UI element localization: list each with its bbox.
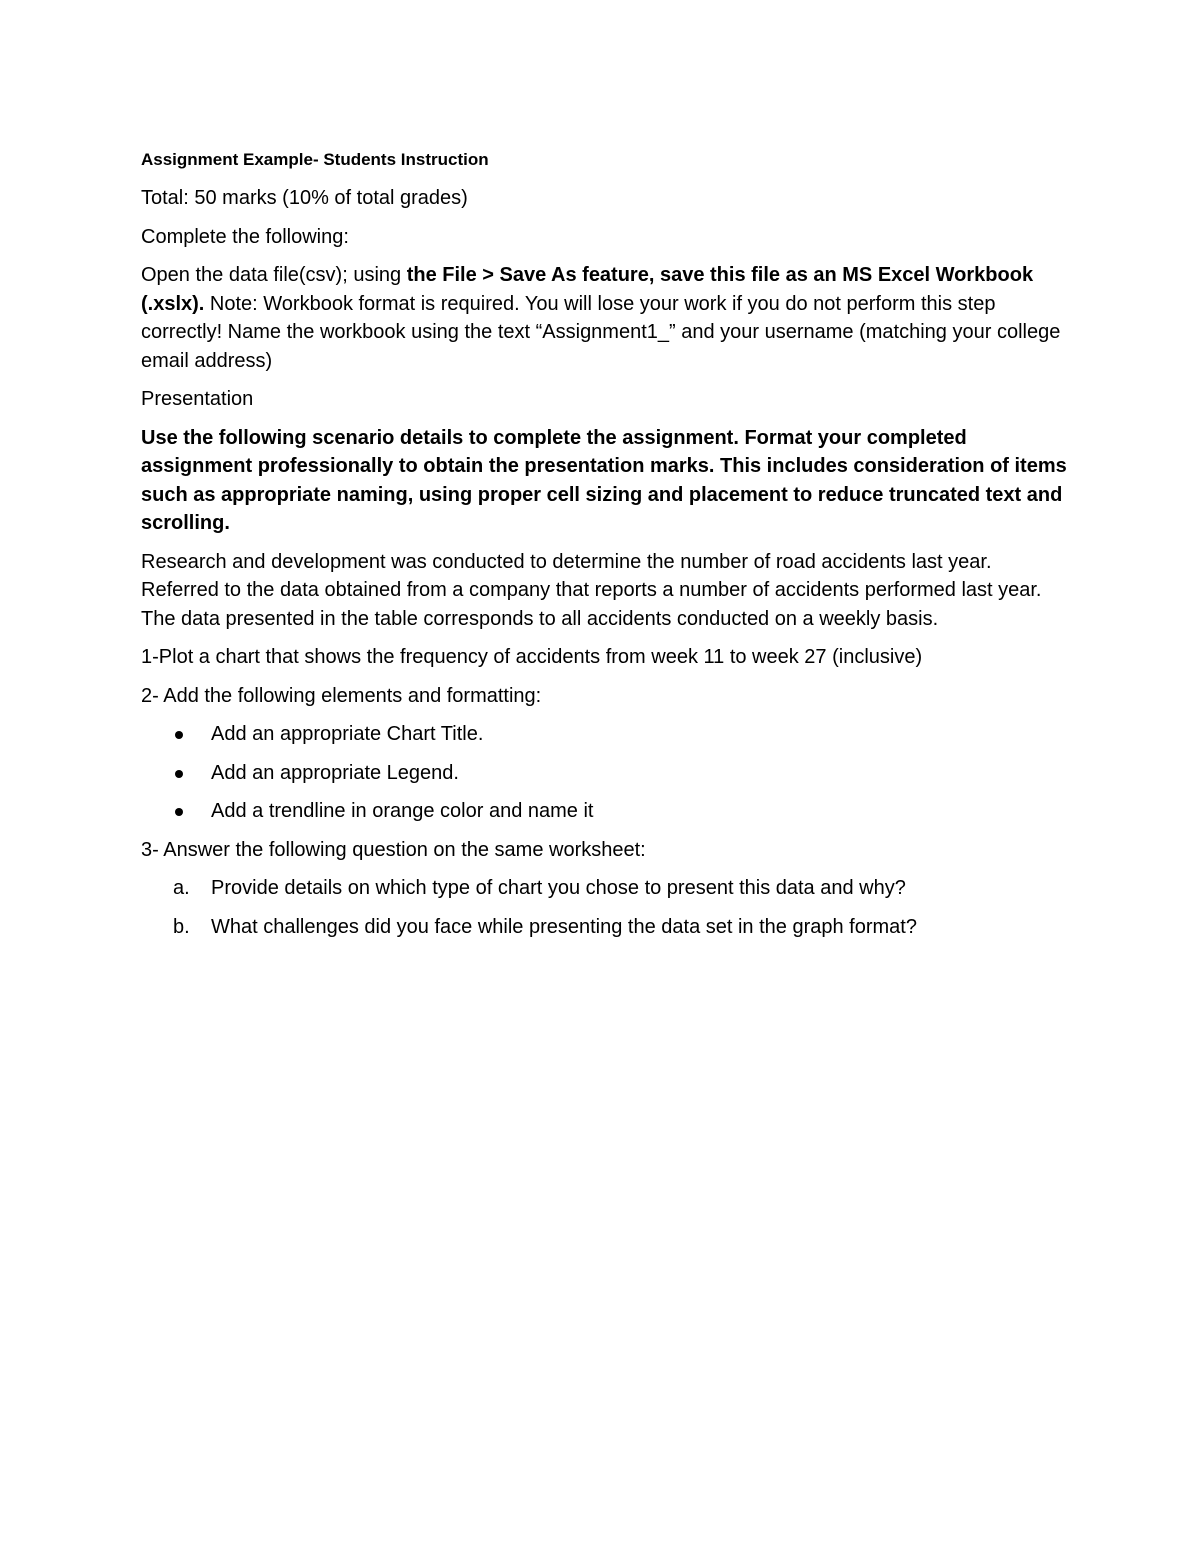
question-marker: b. [173,915,190,938]
bullet-dot-icon [175,731,183,739]
question-marker: a. [173,877,190,899]
task-2: 2- Add the following elements and formatting: [141,684,542,707]
research-paragraph: Research and development was conducted to determine the number of road accidents last year. Referred to the data obtained from a company that reports a number of accidents performed last year. The data presented in the table corresponds to all accidents conducted on a weekly basis. [141,550,1042,630]
bullet-item [141,797,1071,826]
open-file-paragraph [141,261,1071,375]
bullet-item-text: Add a trendline in orange color and name it [211,800,594,822]
bullet-item-text: Add an appropriate Legend. [211,761,459,784]
question-item [141,874,1071,903]
complete-following-line: Complete the following: [141,225,349,248]
question-text: Provide details on which type of chart you chose to present this data and why? [211,877,906,899]
document-title: Assignment Example- Students Instruction [141,150,489,169]
presentation-heading: Presentation [141,388,254,410]
open-file-text-end: Note: Workbook format is required. You will lose your work if you do not perform this step correctly! Name the workbook using the text “Assignment1_” and your username (matching your college email address) [141,292,1061,372]
document-body [141,146,1071,951]
bullet-item [141,759,1071,788]
open-file-text-start: Open the data file(csv); using [141,264,407,286]
presentation-instructions: Use the following scenario details to complete the assignment. Format your completed assignment professionally to obtain the presentation marks. This includes consideration of items such as appropriate naming, using proper cell sizing and placement to reduce truncated text and scrolling. [141,426,1067,534]
question-text: What challenges did you face while presenting the data set in the graph format? [211,915,917,938]
open-file-bold-instruction: the File > Save As feature, save this file as an MS Excel Workbook (.xslx). [141,264,1034,315]
task-2-bullet-list [141,720,1071,826]
task-1: 1-Plot a chart that shows the frequency of accidents from week 11 to week 27 (inclusive) [141,646,923,668]
bullet-dot-icon [175,808,183,816]
task-3: 3- Answer the following question on the same worksheet: [141,838,646,861]
question-item [141,913,1071,942]
bullet-item [141,720,1071,749]
bullet-item-text: Add an appropriate Chart Title. [211,723,484,745]
bullet-dot-icon [175,770,183,778]
total-marks-line: Total: 50 marks (10% of total grades) [141,187,468,209]
task-3-question-list [141,874,1071,941]
